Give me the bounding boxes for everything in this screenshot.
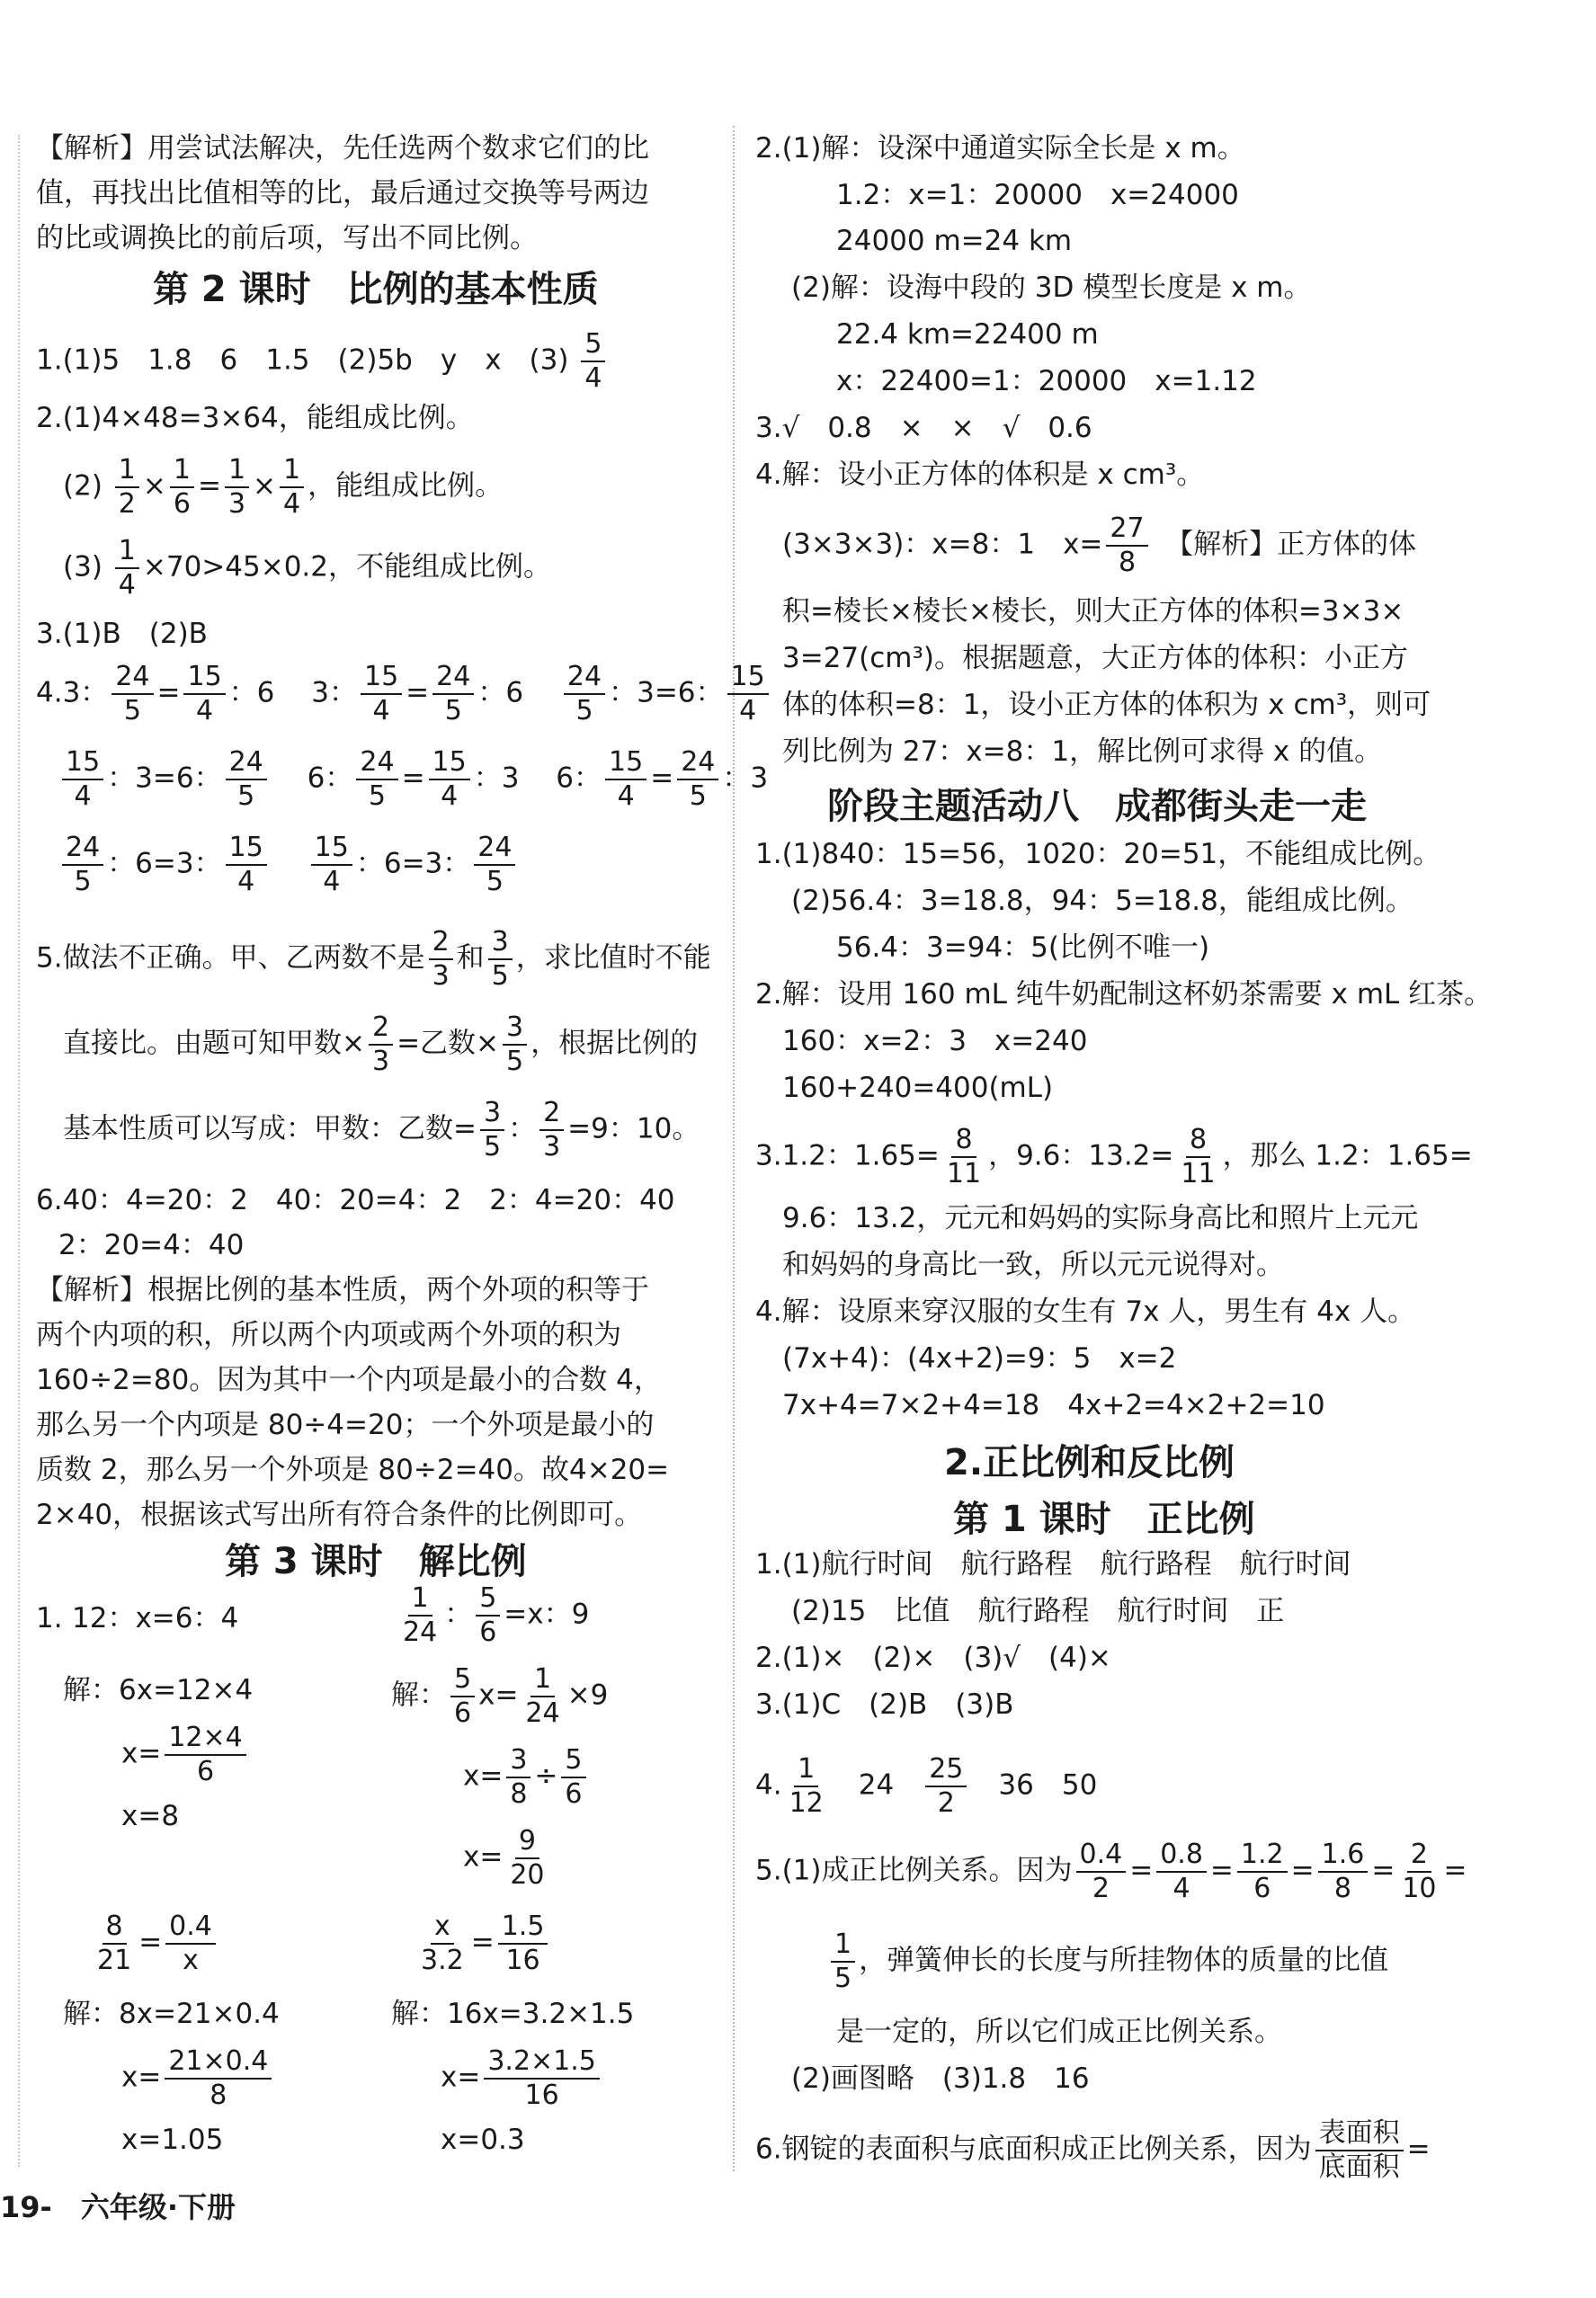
r-a1-1: 1.(1)840：15=56，1020：20=51，不能组成比例。: [755, 838, 1441, 870]
s2-eq-b-step2: [463, 1744, 590, 1811]
frac-num: 8: [103, 1911, 127, 1945]
frac: [1076, 1839, 1127, 1905]
q6-analysis-2: 两个内项的积，所以两个内项或两个外项的积为: [36, 1319, 621, 1351]
frac-den: 5: [444, 695, 462, 726]
x-eq: x=: [463, 1759, 504, 1793]
frac-num: 15: [605, 746, 646, 780]
frac-num: 5: [561, 1744, 585, 1778]
r-b5-1-text: 5.(1)成正比例关系。因为: [755, 1854, 1073, 1887]
frac: [429, 926, 453, 993]
q2-2-prefix: (2): [63, 469, 103, 503]
frac-num: 0.4: [1076, 1839, 1127, 1873]
r-q4-analysis-4: 列比例为 27：x=8：1，解比例可求得 x 的值。: [782, 735, 1383, 768]
q2-2-suffix: ，能组成比例。: [308, 469, 504, 503]
r-a4-1: 4.解：设原来穿汉服的女生有 7x 人，男生有 4x 人。: [755, 1296, 1416, 1328]
frac: [115, 454, 139, 521]
frac-den: 5: [506, 1046, 524, 1077]
q6-analysis-5: 质数 2，那么另一个外项是 80÷2=40。故4×20=: [36, 1454, 670, 1486]
frac: [369, 1011, 393, 1078]
frac-num: 1: [531, 1663, 555, 1697]
page-footer: 19- 六年级·下册: [0, 2190, 236, 2224]
r-q4-1: 4.解：设小正方体的体积是 x cm³。: [755, 459, 1205, 491]
r-b5-1: 5.(1)成正比例关系。因为 $\frac{0.4}{2}$ = $\frac{0.8}{4}$ = $\frac{1.2}{6}$ = $\frac{1.6}{8}$ = $\frac{2}{10}$ =: [755, 1839, 1467, 1904]
r-q4-2b: 【解析】正方体的体: [1179, 528, 1417, 561]
r-a2-3: 160+240=400(mL): [782, 1072, 1054, 1104]
x-eq: x=: [121, 2061, 162, 2094]
frac: [225, 454, 249, 521]
frac-num: 8: [1186, 1124, 1210, 1158]
r-b6: [755, 2117, 1431, 2184]
frac-num: 表面积: [1315, 2117, 1404, 2151]
frac: [1237, 1839, 1288, 1905]
frac-num: 5: [450, 1663, 475, 1697]
frac-num: 24: [474, 832, 515, 866]
frac: [539, 1097, 564, 1163]
frac: [62, 746, 103, 813]
frac-num: 1: [408, 1582, 432, 1617]
s2-eq-d-step1: 解：16x=3.2×1.5: [391, 1998, 635, 2030]
frac-num: 1: [225, 454, 249, 488]
frac-den: 3: [371, 1046, 390, 1077]
intro-line-1: 【解析】用尝试法解决，先任选两个数求它们的比: [36, 132, 649, 165]
q5-text-b: 直接比。由题可知甲数×: [63, 1027, 365, 1060]
r-q4-analysis-2: 3=27(cm³)。根据题意，大正方体的体积：小正方: [782, 642, 1408, 674]
frac-num: 9: [515, 1825, 539, 1859]
frac-num: 0.8: [1156, 1839, 1207, 1873]
q3-answer: 3.(1)B (2)B: [36, 618, 208, 650]
frac-den: 6: [1253, 1873, 1271, 1904]
q1-answer: [36, 328, 609, 395]
frac-den: 5: [483, 1131, 502, 1162]
frac-den: 2: [1092, 1873, 1110, 1904]
intro-line-2: 值，再找出比值相等的比，最后通过交换等号两边: [36, 177, 649, 209]
frac-num: 1.2: [1237, 1839, 1288, 1873]
frac-den: 3.2: [421, 1945, 464, 1976]
q5-text-a: 5.做法不正确。甲、乙两数不是: [36, 941, 425, 975]
frac-den: 3: [543, 1131, 561, 1162]
frac-num: x: [431, 1911, 454, 1945]
frac-den: 8: [1333, 1873, 1352, 1904]
r-q2-5: 22.4 km=22400 m: [836, 318, 1099, 351]
s2-eq-a: 12：x=6：4: [72, 1602, 239, 1634]
r-b4-mid: 24: [858, 1768, 895, 1802]
frac-den: 4: [739, 695, 757, 726]
frac-den: 3: [227, 488, 246, 520]
frac-num: 24: [111, 661, 153, 695]
q5-text-b3: ，根据比例的: [531, 1027, 699, 1060]
frac: [480, 1097, 504, 1163]
frac: [280, 454, 304, 521]
frac-den: 5: [368, 780, 387, 812]
r-b5-4: (2)画图略 (3)1.8 16: [791, 2062, 1090, 2095]
r-b3: 3.(1)C (2)B (3)B: [755, 1688, 1014, 1721]
frac-den: 8: [210, 2080, 227, 2111]
r-q2-4: (2)解：设海中段的 3D 模型长度是 x m。: [791, 272, 1312, 304]
frac: [226, 746, 267, 813]
frac-den: 8: [510, 1778, 528, 1810]
q5-line-2: [63, 1011, 698, 1078]
frac: [564, 661, 605, 727]
frac-num: 1: [115, 535, 139, 569]
q4-label: 4.: [36, 676, 63, 709]
s2-eq-a-result: x=8: [121, 1800, 180, 1832]
r-a3-1b: ，9.6：13.2=: [988, 1139, 1174, 1172]
r-a3-3: 和妈妈的身高比一致，所以元元说得对。: [782, 1249, 1284, 1281]
frac-den: 4: [118, 569, 136, 601]
x-eq: x=: [121, 1737, 162, 1770]
r-q4-frac: [1106, 512, 1147, 579]
frac-num: 24: [62, 832, 103, 866]
r-a4-3: 7x+4=7×2+4=18 4x+2=4×2+2=10: [782, 1389, 1325, 1421]
s2-b3-tail: ÷: [534, 1759, 558, 1793]
frac-num: 1.5: [498, 1911, 548, 1945]
frac-num: 2: [1407, 1839, 1431, 1873]
frac-num: 15: [429, 746, 470, 780]
frac: [1156, 1839, 1207, 1905]
frac: [111, 661, 153, 727]
q2-line-1: 2.(1)4×48=3×64，能组成比例。: [36, 402, 474, 434]
section-title-chengdu-activity: 阶段主题活动八 成都街头走一走: [827, 786, 1367, 827]
frac-num: 3.2×1.5: [484, 2045, 600, 2080]
frac: [831, 1928, 855, 1995]
r-b6-frac: [1315, 2117, 1404, 2184]
frac-den: 11: [1181, 1158, 1216, 1189]
frac-den: 6: [454, 1697, 472, 1729]
section-title-direct-inverse: 2.正比例和反比例: [944, 1442, 1235, 1483]
left-margin-rule: [18, 135, 20, 2167]
q6-line-1: 6.40：4=20：2 40：20=4：2 2：4=20：40: [36, 1184, 675, 1216]
frac: [498, 1911, 548, 1977]
frac-num: 24: [564, 661, 605, 695]
r-a1-2: (2)56.4：3=18.8，94：5=18.8，能组成比例。: [791, 885, 1413, 917]
r-a3-1: [755, 1124, 1473, 1190]
q6-analysis-3: 160÷2=80。因为其中一个内项是最小的合数 4，: [36, 1364, 662, 1396]
s2-eq-c-step2: [121, 2045, 275, 2112]
frac-num: 8: [951, 1124, 976, 1158]
frac-den: 4: [441, 780, 459, 812]
frac: [226, 832, 267, 898]
frac-den: 4: [372, 695, 390, 726]
frac-num: 21×0.4: [165, 2045, 272, 2080]
r-b6-text: 6.钢锭的表面积与底面积成正比例关系，因为: [755, 2133, 1312, 2166]
frac-den: 5: [834, 1963, 852, 1994]
r-b1-1: 1.(1)航行时间 航行路程 航行路程 航行时间: [755, 1548, 1351, 1581]
frac-num: 2: [539, 1097, 564, 1131]
frac-den: 4: [237, 866, 255, 897]
frac-den: 5: [491, 960, 509, 992]
s2-c-frac: [165, 2045, 272, 2112]
q6-analysis-4: 那么另一个内项是 80÷4=20；一个外项是最小的: [36, 1409, 655, 1441]
s2-eq-a-step1: 解：6x=12×4: [63, 1674, 254, 1706]
frac-den: 16: [524, 2080, 559, 2111]
frac-den: 2: [118, 488, 136, 520]
q5-text-c2: ：: [508, 1112, 537, 1145]
s2-eq-c-step1: 解：8x=21×0.4: [63, 1998, 280, 2030]
s2-eq-b: $\frac{1}{24}$ ： $\frac{5}{6}$ =x：9: [396, 1582, 589, 1649]
r-a3-1a: 3.1.2：1.65=: [755, 1139, 940, 1172]
frac: [1398, 1839, 1440, 1905]
q2-line-2: (2) $\frac{1}{2}$ × $\frac{1}{6}$ = $\frac{1}{3}$ × $\frac{1}{4}$ ，能组成比例。: [63, 454, 504, 520]
s2-eq-a-step2: [121, 1722, 250, 1788]
frac: [488, 926, 513, 993]
frac: [170, 454, 194, 521]
r-b5-3: 是一定的，所以它们成正比例关系。: [836, 2016, 1282, 2048]
r-q3: 3.√ 0.8 × × √ 0.6: [755, 412, 1092, 444]
frac-den: 4: [584, 362, 602, 394]
frac-num: 5: [476, 1582, 500, 1617]
r-a3-1c: ，那么 1.2：1.65=: [1222, 1139, 1473, 1172]
r-q4-analysis-1: 积=棱长×棱长×棱长，则大正方体的体积=3×3×: [782, 595, 1404, 628]
q5-text-b2: =乙数×: [397, 1027, 500, 1060]
frac-den: 20: [510, 1859, 545, 1891]
frac-den: 16: [505, 1945, 540, 1976]
r-q2-3: 24000 m=24 km: [836, 225, 1073, 257]
frac-num: 25: [925, 1753, 967, 1787]
frac-num: 1: [794, 1753, 818, 1787]
section-title-direct-proportion: 第 1 课时 正比例: [953, 1499, 1255, 1540]
frac-num: 12×4: [165, 1722, 245, 1756]
frac: [522, 1663, 563, 1730]
frac-den: 4: [323, 866, 341, 897]
frac-num: 1: [831, 1928, 855, 1963]
frac: [476, 1582, 500, 1649]
intro-line-3: 的比或调换比的前后项，写出不同比例。: [36, 222, 538, 254]
s2-q1-label: 1.: [36, 1602, 63, 1634]
section-title-proportion-property: 第 2 课时 比例的基本性质: [153, 269, 599, 310]
r-q2-6: x：22400=1：20000 x=1.12: [836, 365, 1257, 397]
frac-num: 15: [62, 746, 103, 780]
frac-den: 2: [937, 1787, 955, 1819]
q1-text: 1.(1)5 1.8 6 1.5 (2)5b y x (3): [36, 343, 569, 377]
frac: [561, 1744, 585, 1811]
r-q4-analysis-3: 体的体积=8：1，设小正方体的体积为 x cm³，则可: [782, 689, 1431, 721]
r-a3-2: 9.6：13.2，元元和妈妈的实际身高比和照片上元元: [782, 1202, 1419, 1234]
s2-b-result-frac: [506, 1825, 548, 1892]
frac-den: 4: [283, 488, 301, 520]
frac-den: 4: [1172, 1873, 1190, 1904]
frac: [727, 661, 769, 727]
frac-num: 1: [170, 454, 194, 488]
frac-den: 24: [525, 1697, 560, 1729]
frac: [450, 1663, 475, 1730]
frac-num: 24: [226, 746, 267, 780]
q2-line-3: [63, 535, 551, 601]
frac: [356, 746, 397, 813]
frac: [361, 661, 402, 727]
s2-eq-c: $\frac{8}{21}$ = $\frac{0.4}{x}$: [90, 1911, 219, 1977]
frac-num: 2: [429, 926, 453, 960]
r-q4-2: [782, 512, 1416, 579]
frac: [94, 1911, 135, 1977]
frac: [925, 1753, 967, 1820]
s2-a-frac: [165, 1722, 245, 1788]
s2-eq-b-step1: [391, 1663, 608, 1730]
frac-den: 4: [196, 695, 214, 726]
frac: [62, 832, 103, 898]
frac: [183, 661, 225, 727]
frac-den: 21: [97, 1945, 132, 1976]
frac-num: 24: [677, 746, 718, 780]
s2-b-solve: 解：: [391, 1679, 447, 1712]
r-b1-2: (2)15 比值 航行路程 航行时间 正: [791, 1595, 1285, 1627]
frac-num: 1: [115, 454, 139, 488]
r-a4-2: (7x+4)：(4x+2)=9：5 x=2: [782, 1342, 1177, 1375]
frac-num: 5: [581, 328, 605, 362]
frac: [311, 832, 352, 898]
frac-num: 15: [226, 832, 267, 866]
x-eq: x=: [441, 2061, 481, 2094]
s2-eq-b-result: [463, 1825, 552, 1892]
frac-num: 27: [1106, 512, 1147, 547]
frac-num: 24: [356, 746, 397, 780]
frac: [432, 661, 474, 727]
frac: [399, 1582, 441, 1649]
frac-den: 5: [575, 695, 593, 726]
q4-row-2: $\frac{15}{4}$ ：3=6： $\frac{24}{5}$ 6： $\frac{24}{5}$ = $\frac{15}{4}$ ：3 6： $\frac{15}{4}$ = $\frac{24}{5}$ ：3: [58, 746, 768, 813]
frac-den: 8: [1118, 547, 1137, 578]
s2-eq-d-result: x=0.3: [441, 2124, 525, 2156]
s2-eq-d-step2: [441, 2045, 603, 2112]
r-b4: [755, 1753, 1097, 1820]
frac-num: 0.4: [165, 1911, 216, 1945]
frac-den: 6: [196, 1756, 215, 1787]
frac-den: x: [183, 1945, 199, 1976]
frac-num: 15: [183, 661, 225, 695]
frac: [506, 1744, 531, 1811]
r-a1-3: 56.4：3=94：5(比例不唯一): [836, 931, 1210, 964]
q2-3-suffix: ×70>45×0.2，不能组成比例。: [142, 550, 551, 583]
frac-den: 3: [432, 960, 450, 992]
frac-num: 15: [361, 661, 402, 695]
s2-eq-c-result: x=1.05: [121, 2124, 224, 2156]
frac: [677, 746, 718, 813]
q4-row-3: $\frac{24}{5}$ ：6=3： $\frac{15}{4}$ $\frac{15}{4}$ ：6=3： $\frac{24}{5}$: [58, 832, 519, 898]
r-q2-2: 1.2：x=1：20000 x=24000: [836, 179, 1239, 211]
frac-num: 2: [369, 1011, 393, 1046]
r-b5-2-text: ，弹簧伸长的长度与所挂物体的质量的比值: [859, 1944, 1389, 1977]
column-divider: [733, 126, 735, 2171]
frac: [786, 1753, 827, 1820]
q5-line-3: [63, 1097, 700, 1163]
frac-num: 15: [727, 661, 769, 695]
frac-den: 5: [123, 695, 141, 726]
frac-den: 6: [479, 1617, 497, 1648]
q1-fraction: [581, 328, 605, 395]
frac-den: 5: [689, 780, 707, 812]
r-b2: 2.(1)× (2)× (3)√ (4)×: [755, 1642, 1111, 1674]
frac-den: 6: [565, 1778, 583, 1810]
frac-den: 5: [237, 780, 255, 812]
r-q2-1: 2.(1)解：设深中通道实际全长是 x m。: [755, 132, 1245, 165]
frac: [115, 535, 139, 601]
frac: [417, 1911, 468, 1977]
q5-text-c3: =9：10。: [567, 1112, 700, 1145]
r-b4-label: 4.: [755, 1768, 782, 1802]
frac-den: 底面积: [1318, 2151, 1400, 2183]
frac-den: 5: [486, 866, 504, 897]
frac-num: 15: [311, 832, 352, 866]
r-b6-eq: =: [1406, 2133, 1431, 2166]
frac-den: 10: [1402, 1873, 1437, 1904]
r-a3-frac-1: [943, 1124, 985, 1190]
frac-num: 3: [488, 926, 513, 960]
s2-b-tail: ×9: [566, 1679, 609, 1712]
frac: [605, 746, 646, 813]
frac-den: 24: [403, 1617, 438, 1648]
frac-num: 3: [506, 1744, 531, 1778]
r-b4-tail: 36 50: [998, 1768, 1098, 1802]
frac-den: 4: [74, 780, 92, 812]
section-title-solve-proportion: 第 3 课时 解比例: [225, 1541, 527, 1582]
frac-den: 5: [74, 866, 92, 897]
q6-analysis-6: 2×40，根据该式写出所有符合条件的比例即可。: [36, 1499, 643, 1531]
frac: [1318, 1839, 1369, 1905]
frac-num: 1: [280, 454, 304, 488]
s2-b-suffix: x=: [478, 1679, 519, 1712]
frac-den: 4: [617, 780, 635, 812]
q5-text-a2: 和: [456, 941, 485, 975]
frac: [429, 746, 470, 813]
frac-num: 1.6: [1318, 1839, 1369, 1873]
q5-line-1: [36, 926, 711, 993]
frac-num: 24: [432, 661, 474, 695]
frac-den: 12: [789, 1787, 824, 1819]
q6-analysis-1: 【解析】根据比例的基本性质，两个外项的积等于: [36, 1274, 649, 1306]
x-eq: x=: [463, 1840, 504, 1874]
q4-row-1: 4.3： $\frac{24}{5}$ = $\frac{15}{4}$ ：6 3： $\frac{15}{4}$ = $\frac{24}{5}$ ：6 $\frac{24}{5}$ ：3=6： $\frac{15}{4}$: [36, 661, 772, 727]
frac: [165, 1911, 216, 1977]
q2-3-prefix: (3): [63, 550, 103, 583]
frac-num: 3: [503, 1011, 527, 1046]
r-b5-2: [827, 1928, 1388, 1995]
s2-eq-d: $\frac{x}{3.2}$ = $\frac{1.5}{16}$: [414, 1911, 551, 1977]
frac-num: 3: [480, 1097, 504, 1131]
r-a2-1: 2.解：设用 160 mL 纯牛奶配制这杯奶茶需要 x mL 红茶。: [755, 978, 1493, 1011]
frac-den: 11: [946, 1158, 982, 1189]
r-a3-frac-2: [1177, 1124, 1218, 1190]
q5-text-c: 基本性质可以写成：甲数：乙数=: [63, 1112, 477, 1145]
s2-d-frac: [484, 2045, 600, 2112]
frac: [474, 832, 515, 898]
q6-line-2: 2：20=4：40: [58, 1229, 245, 1261]
frac-den: 6: [173, 488, 191, 520]
frac: [503, 1011, 527, 1078]
r-q4-2a: (3×3×3)：x=8：1 x=: [782, 528, 1103, 561]
r-a2-2: 160：x=2：3 x=240: [782, 1025, 1088, 1057]
q5-text-a3: ，求比值时不能: [515, 941, 711, 975]
